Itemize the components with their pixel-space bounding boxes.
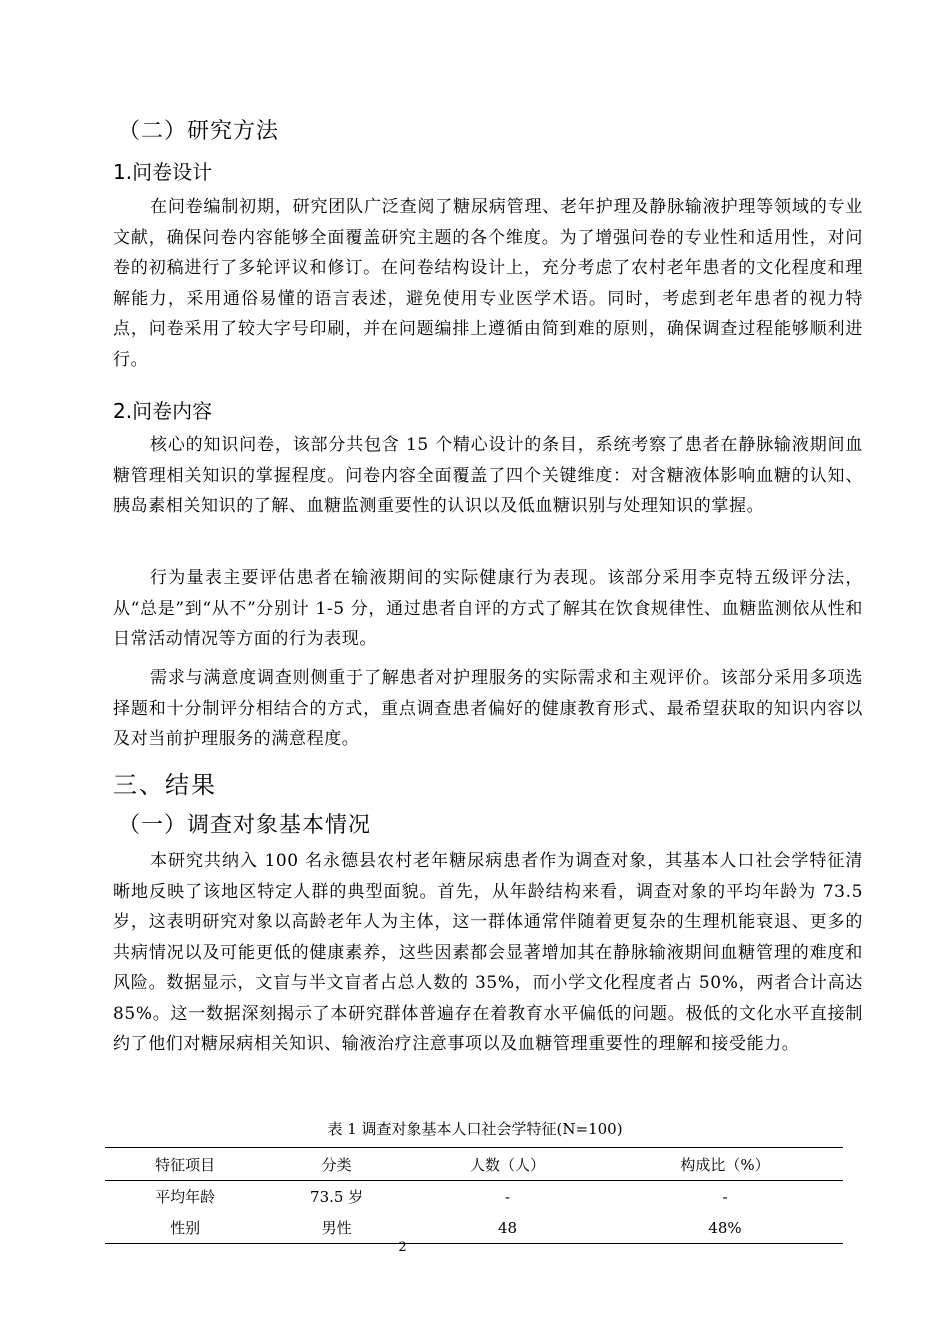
table-caption: 表 1 调查对象基本人口社会学特征(N=100) (327, 1120, 623, 1138)
table-cell: 平均年龄 (155, 1188, 216, 1206)
table-header-cell: 构成比（%） (607, 1148, 843, 1181)
table-header-cell: 人数（人） (408, 1148, 607, 1181)
section-heading-results: 三、结果 (113, 771, 217, 799)
subheading-questionnaire-content: 2.问卷内容 (113, 399, 213, 423)
table-row (105, 1181, 843, 1213)
subheading-questionnaire-design: 1.问卷设计 (113, 160, 213, 184)
table-cell: 73.5 岁 (310, 1188, 364, 1206)
table-header-cell: 特征项目 (105, 1148, 265, 1181)
table-cell: 性别 (105, 1212, 265, 1244)
table-cell: 男性 (265, 1212, 408, 1244)
page-number: 2 (398, 1240, 407, 1255)
paragraph-design: 在问卷编制初期，研究团队广泛查阅了糖尿病管理、老年护理及静脉输液护理等领域的专业文献，确保问卷内容能够全面覆盖研究主题的各个维度。为了增强问卷的专业性和适用性，对问卷的初稿进行了多轮评议和修订。在问卷结构设计上，充分考虑了农村老年患者的文化程度和理解能力，采用通俗易懂的语言表述，避免使用专业医学术语。同时，考虑到老年患者的视力特点，问卷采用了较大字号印刷，并在问题编排上遵循由简到难的原则，确保调查过程能够顺利进行。 (113, 197, 863, 370)
table-cell: 48% (607, 1212, 843, 1244)
table-header-cell: 分类 (265, 1148, 408, 1181)
table-cell: 48 (408, 1212, 607, 1244)
paragraph-knowledge: 核心的知识问卷，该部分共包含 15 个精心设计的条目，系统考察了患者在静脉输液期间血糖管理相关知识的掌握程度。问卷内容全面覆盖了四个关键维度：对含糖液体影响血糖的认知、胰岛素相关知识的了解、血糖监测重要性的认识以及低血糖识别与处理知识的掌握。 (113, 435, 863, 516)
table-cell: - (504, 1187, 511, 1206)
section-heading-methods: （二）研究方法 (118, 119, 280, 144)
section-heading-subjects: （一）调查对象基本情况 (118, 813, 372, 838)
table-row (105, 1212, 843, 1244)
paragraph-subjects: 本研究共纳入 100 名永德县农村老年糖尿病患者作为调查对象，其基本人口社会学特征清晰地反映了该地区特定人群的典型面貌。首先，从年龄结构来看，调查对象的平均年龄为 73.5 岁，这表明研究对象以高龄老年人为主体，这一群体通常伴随着更复杂的生理机能衰退、更多的共病情况以及可能更低的健康素养，这些因素都会显著增加其在静脉输液期间血糖管理的难度和风险。数据显示，文盲与半文盲者占总人数的 35%，而小学文化程度者占 50%，两者合计高达 85%。这一数据深刻揭示了本研究群体普遍存在着教育水平偏低的问题。极低的文化水平直接制约了他们对糖尿病相关知识、输液治疗注意事项以及血糖管理重要性的理解和接受能力。 (113, 851, 863, 1054)
demographics-table (105, 1147, 843, 1244)
table-cell: - (722, 1187, 728, 1206)
paragraph-behavior: 行为量表主要评估患者在输液期间的实际健康行为表现。该部分采用李克特五级评分法，从“总是”到“从不”分别计 1-5 分，通过患者自评的方式了解其在饮食规律性、血糖监测依从性和日常活动情况等方面的行为表现。 (113, 568, 863, 649)
table-header-row (105, 1148, 843, 1181)
paragraph-satisfaction: 需求与满意度调查则侧重于了解患者对护理服务的实际需求和主观评价。该部分采用多项选择题和十分制评分相结合的方式，重点调查患者偏好的健康教育形式、最希望获取的知识内容以及对当前护理服务的满意程度。 (113, 668, 863, 749)
